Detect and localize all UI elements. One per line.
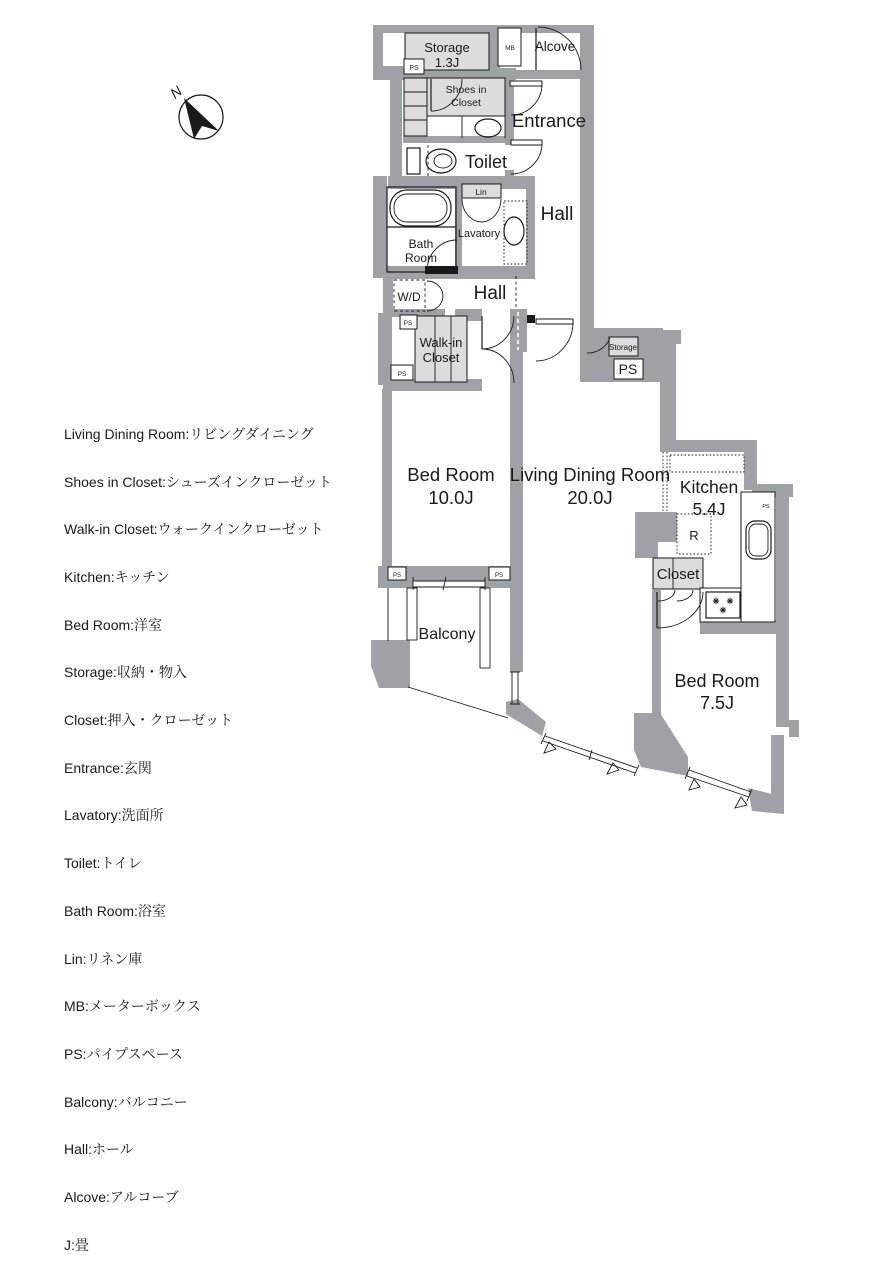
wall-segment [373, 66, 403, 80]
wall-segment [378, 581, 413, 588]
legend-line: Bath Room:浴室 [64, 902, 166, 919]
legend-line: Shoes in Closet:シューズインクローゼット [64, 473, 332, 490]
legend-line: Storage:収納・物入 [64, 664, 187, 681]
legend-line: PS:パイプスペース [64, 1045, 183, 1062]
ps-label: PS [392, 573, 402, 579]
bed-room-7-label: Bed Room [674, 671, 760, 691]
wall-segment [382, 389, 392, 582]
lavatory-fold-doors [462, 199, 501, 222]
legend-line: Toilet:トイレ [64, 855, 142, 872]
toilet-bowl-inner [434, 154, 452, 168]
toilet-bowl-icon [426, 149, 456, 173]
bed-room-10-label: Bed Room [407, 464, 495, 485]
shoes-in-closet-label2: Closet [451, 97, 481, 109]
legend-line: Lin:リネン庫 [64, 950, 143, 967]
bath-threshold [425, 266, 458, 274]
entrance-door-leaf [510, 81, 542, 86]
wall-segment [373, 25, 383, 70]
balcony-step [407, 588, 417, 640]
shoes-in-closet-label: Shoes in [445, 84, 487, 96]
wall-segment [744, 440, 757, 490]
legend-line: Living Dining Room:リビングダイニング [64, 425, 314, 442]
wall-segment [373, 176, 387, 278]
vent-triangle [735, 797, 747, 808]
vent-triangle [689, 779, 700, 790]
wall-segment [660, 440, 757, 452]
ps-label: PS [494, 573, 504, 579]
ldk-door-leaf [536, 319, 573, 324]
kitchen-size: 5.4J [692, 499, 726, 519]
legend-line: MB:メーターボックス [64, 998, 201, 1015]
ps-label: PS [762, 504, 770, 510]
wall-segment [506, 699, 546, 736]
wall-segment [580, 25, 594, 332]
ps-label: PS [403, 320, 413, 327]
legend-line: Entrance:玄関 [64, 759, 152, 776]
alcove-label: Alcove [534, 39, 576, 54]
entrance-label: Entrance [511, 110, 587, 131]
storage-small-label: Storage [608, 343, 638, 352]
wd-label: W/D [397, 290, 421, 304]
ldk-west-window [510, 672, 520, 704]
bedroom7-south-window [685, 767, 752, 801]
bedroom7-door-arc [657, 592, 703, 628]
hall-upper-label: Hall [540, 204, 574, 225]
legend-line: Bed Room:洋室 [64, 616, 163, 633]
windows [388, 577, 752, 808]
basin-icon [475, 119, 501, 137]
wall-segment [635, 512, 677, 558]
upper-cabinet [670, 455, 744, 472]
mb-label: MB [505, 45, 515, 52]
legend-line: Balcony:バルコニー [64, 1093, 188, 1110]
wall-segment [378, 313, 392, 385]
bath-room-label: Bath [408, 237, 434, 251]
door-stop [527, 315, 535, 323]
closet-door-arcs [658, 590, 693, 601]
wall-segment [776, 490, 789, 727]
bathtub-icon [390, 190, 451, 226]
wic-door-arc [482, 316, 514, 349]
lavatory-basin-icon [504, 217, 524, 245]
ldk-door-arc [536, 322, 573, 361]
wall-segment [771, 735, 784, 802]
vent-triangle [607, 763, 619, 774]
living-dining-size: 20.0J [567, 487, 613, 508]
living-dining-label: Living Dining Room [509, 464, 671, 485]
toilet-door-arc [511, 143, 542, 174]
wall-segment [660, 336, 676, 450]
legend-line: Closet:押入・クローゼット [64, 712, 234, 729]
compass [167, 82, 223, 139]
ps-label: PS [397, 371, 407, 378]
legend [64, 395, 332, 1270]
wall-segment [510, 322, 523, 672]
walk-in-closet-label: Walk-in [419, 335, 463, 350]
legend-line: Lavatory:洗面所 [64, 807, 164, 824]
toilet-label: Toilet [464, 152, 508, 172]
north-arrow-icon [184, 98, 219, 139]
bed-room-7-size: 7.5J [699, 693, 735, 713]
wall-segment [789, 720, 799, 737]
wall-segment [663, 330, 681, 344]
kitchen-label: Kitchen [679, 477, 739, 497]
toilet-tank-icon [407, 148, 420, 174]
bed-room-10-size: 10.0J [428, 487, 474, 508]
wall-segment [485, 581, 513, 588]
legend-line: Kitchen:キッチン [64, 568, 170, 585]
kitchen-counter [741, 492, 775, 622]
hall-lower-label: Hall [473, 283, 507, 304]
walk-in-closet-label2: Closet [422, 350, 460, 365]
legend-line: Alcove:アルコーブ [64, 1189, 179, 1206]
bedroom10-door-arc [482, 349, 514, 383]
ps-label: PS [618, 361, 638, 377]
ps-label: PS [409, 65, 419, 72]
legend-line: Walk-in Closet:ウォークインクローゼット [64, 521, 324, 538]
storage-label: Storage [424, 40, 470, 55]
bath-room-label2: Room [404, 251, 438, 265]
lin-label: Lin [475, 187, 487, 197]
bathtub-inner [394, 194, 447, 222]
refrigerator-label: R [689, 528, 699, 543]
legend-line: J:畳 [64, 1236, 89, 1253]
wall-segment [403, 136, 511, 143]
closet-label: Closet [656, 566, 700, 583]
ldk-south-window [541, 733, 639, 776]
balcony-step [480, 588, 490, 668]
north-label: N [167, 82, 185, 102]
shelf-strip [404, 78, 427, 136]
storage-size: 1.3J [434, 55, 460, 70]
wd-fold-doors [427, 281, 443, 311]
wall-segment [634, 713, 688, 776]
wall-segment [373, 25, 594, 33]
wall-segment [371, 640, 410, 688]
balcony-label: Balcony [418, 626, 476, 643]
toilet-door-leaf [511, 140, 542, 145]
wall-segment [390, 80, 402, 180]
lavatory-label: Lavatory [457, 228, 501, 240]
legend-line: Hall:ホール [64, 1141, 134, 1158]
